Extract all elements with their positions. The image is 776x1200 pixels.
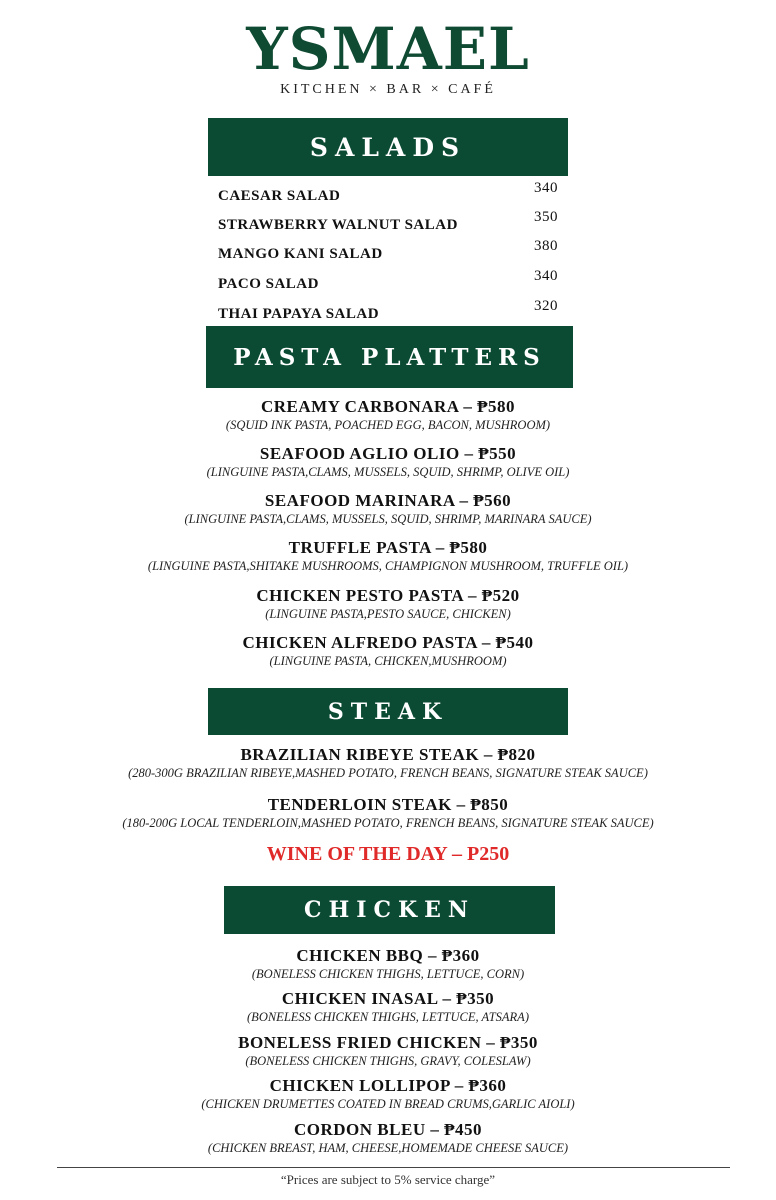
item-name: CHICKEN LOLLIPOP – ₱360 (269, 1076, 507, 1095)
salad-name: STRAWBERRY WALNUT SALAD (218, 217, 458, 233)
salad-price: 350 (534, 209, 558, 225)
menu-item (0, 396, 776, 433)
item-description: (BONELESS CHICKEN THIGHS, LETTUCE, ATSARA) (247, 1010, 529, 1024)
menu-item (0, 945, 776, 982)
menu-item (218, 180, 558, 205)
item-name: CHICKEN BBQ – ₱360 (296, 946, 480, 965)
menu-item (0, 1119, 776, 1156)
menu-item (0, 537, 776, 574)
item-name: CHICKEN ALFREDO PASTA – ₱540 (242, 633, 534, 652)
item-description: (LINGUINE PASTA,PESTO SAUCE, CHICKEN) (265, 607, 511, 621)
item-description: (BONELESS CHICKEN THIGHS, GRAVY, COLESLAW) (245, 1054, 531, 1068)
pasta-banner (206, 326, 573, 388)
item-description: (280-300G BRAZILIAN RIBEYE,MASHED POTATO, FRENCH BEANS, SIGNATURE STEAK SAUCE) (128, 766, 648, 780)
restaurant-logo (0, 14, 776, 98)
steak-banner (208, 688, 568, 735)
item-description: (BONELESS CHICKEN THIGHS, LETTUCE, CORN) (251, 967, 525, 981)
item-description: (CHICKEN DRUMETTES COATED IN BREAD CRUMS,GARLIC AIOLI) (201, 1097, 575, 1111)
menu-item (0, 1075, 776, 1112)
item-description: (LINGUINE PASTA,CLAMS, MUSSELS, SQUID, SHRIMP, MARINARA SAUCE) (184, 512, 592, 526)
item-description: (CHICKEN BREAST, HAM, CHEESE,HOMEMADE CHEESE SAUCE) (207, 1141, 569, 1155)
item-name: CREAMY CARBONARA – ₱580 (260, 397, 516, 416)
menu-item (0, 490, 776, 527)
menu-item (0, 744, 776, 781)
salad-price: 380 (534, 238, 558, 254)
pasta-title: PASTA PLATTERS (233, 343, 546, 371)
brand-name: YSMAEL (246, 15, 530, 83)
brand-tagline: KITCHEN × BAR × CAFÉ (280, 82, 496, 97)
footer-divider (57, 1167, 730, 1168)
item-name: CHICKEN PESTO PASTA – ₱520 (256, 586, 520, 605)
steak-title: STEAK (327, 698, 449, 725)
item-description: (180-200G LOCAL TENDERLOIN,MASHED POTATO, FRENCH BEANS, SIGNATURE STEAK SAUCE) (122, 816, 654, 830)
salad-price: 340 (534, 180, 558, 196)
chicken-title: CHICKEN (303, 897, 476, 923)
salads-title: SALADS (309, 132, 467, 162)
menu-item (0, 988, 776, 1025)
item-description: (LINGUINE PASTA,SHITAKE MUSHROOMS, CHAMPIGNON MUSHROOM, TRUFFLE OIL) (147, 559, 629, 573)
item-name: CORDON BLEU – ₱450 (294, 1120, 482, 1139)
salad-name: MANGO KANI SALAD (218, 246, 383, 262)
menu-item (0, 632, 776, 669)
wine-of-the-day: WINE OF THE DAY – P250 (266, 843, 510, 865)
service-charge-note: “Prices are subject to 5% service charge” (280, 1172, 496, 1187)
menu-item (0, 585, 776, 622)
menu-item (218, 268, 558, 293)
salad-name: PACO SALAD (218, 276, 319, 292)
menu-item (0, 1032, 776, 1069)
item-description: (LINGUINE PASTA, CHICKEN,MUSHROOM) (269, 654, 507, 668)
item-name: TRUFFLE PASTA – ₱580 (288, 538, 488, 557)
menu-item (0, 794, 776, 831)
salads-banner (208, 118, 568, 176)
item-name: BONELESS FRIED CHICKEN – ₱350 (238, 1033, 538, 1052)
item-name: CHICKEN INASAL – ₱350 (281, 989, 495, 1008)
salad-name: CAESAR SALAD (218, 188, 341, 204)
item-description: (SQUID INK PASTA, POACHED EGG, BACON, MUSHROOM) (225, 418, 551, 432)
menu-item (218, 209, 558, 234)
menu-item (0, 443, 776, 480)
item-name: SEAFOOD MARINARA – ₱560 (264, 491, 512, 510)
item-name: SEAFOOD AGLIO OLIO – ₱550 (259, 444, 517, 463)
chicken-banner (224, 886, 555, 934)
menu-item (218, 238, 558, 263)
menu-item (218, 298, 558, 323)
item-description: (LINGUINE PASTA,CLAMS, MUSSELS, SQUID, SHRIMP, OLIVE OIL) (206, 465, 570, 479)
item-name: TENDERLOIN STEAK – ₱850 (267, 795, 509, 814)
salad-name: THAI PAPAYA SALAD (218, 306, 380, 322)
salad-price: 340 (534, 268, 558, 284)
item-name: BRAZILIAN RIBEYE STEAK – ₱820 (240, 745, 536, 764)
salad-price: 320 (534, 298, 558, 314)
